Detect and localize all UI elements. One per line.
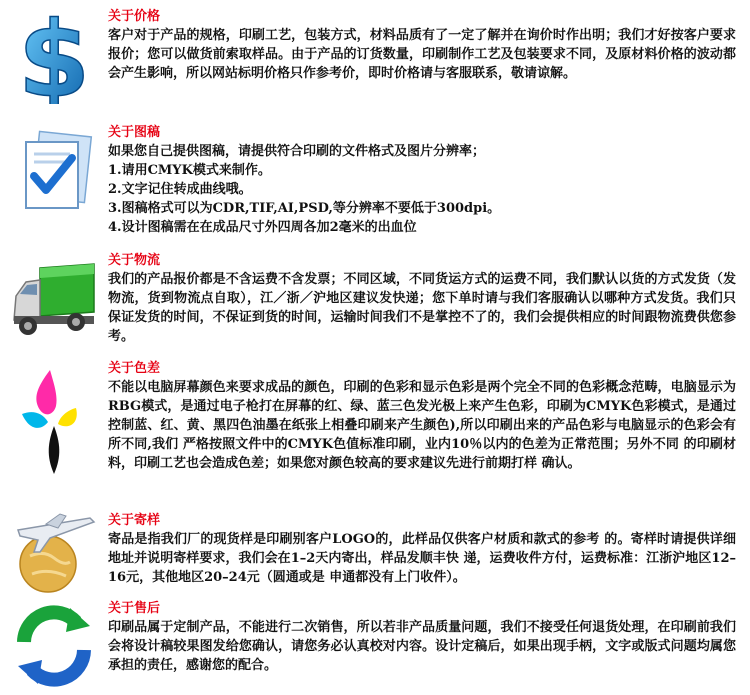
dollar-sign-icon bbox=[10, 12, 98, 104]
artwork-line: 如果您自己提供图稿，请提供符合印刷的文件格式及图片分辨率； bbox=[108, 144, 486, 159]
artwork-line: 2.文字记住转成曲线哦。 bbox=[108, 182, 252, 197]
artwork-line: 3.图稿格式可以为CDR,TIF,AI,PSD,等分辨率不要低于300dpi。 bbox=[108, 201, 501, 216]
section-body: 客户对于产品的规格，印刷工艺，包装方式，材料品质有了一定了解并在询价时作出明；我们才好按客户要求报价；您可以做货前索取样品。由于产品的订货数量，印刷制作工艺及包装要求不同，及原材料价格的波动都会产生影响，所以网站标明价格只作参考价，即时价格请与客服联系，敬请谅解。 bbox=[108, 28, 736, 81]
section-title: 关于物流 bbox=[108, 253, 161, 268]
artwork-line: 1.请用CMYK模式来制作。 bbox=[108, 163, 271, 178]
section-title: 关于寄样 bbox=[108, 513, 161, 528]
section-body: 印刷品属于定制产品，不能进行二次销售，所以若非产品质量问题，我们不接受任何退货处理，在印刷前我们会将设计稿较果图发给您确认，请您务必认真校对内容。设计定稿后，如果出现手柄，文字或版式问题均属您承担的责任，感谢您的配合。 bbox=[108, 620, 736, 673]
svg-text:$: $ bbox=[17, 12, 91, 104]
section-body: 不能以电脑屏幕颜色来要求成品的颜色，印刷的色彩和显示色彩是两个完全不同的色彩概念范畴，电脑显示为RBG模式，是通过电子枪打在屏幕的红、绿、蓝三色发光极上来产生色彩，印刷为CMYK色彩模式，是通过控制蓝、红、黄、黑四色油墨在纸张上相叠印刷来产生颜色),所以印刷出来的产品色彩与电脑显示的色彩会有所不同,我们 严格按照文件中的CMYK色值标准印刷，业内10％以内的色差为正常范围；另外不同 的印刷材料，印刷工艺也会造成色差；如果您对颜色较高的要求建议先进行前期打样 确认。 bbox=[108, 380, 736, 471]
delivery-truck-icon bbox=[10, 260, 98, 346]
section-title: 关于图稿 bbox=[108, 125, 161, 140]
section-title: 关于色差 bbox=[108, 361, 161, 376]
section-title: 关于价格 bbox=[108, 9, 161, 24]
cmyk-ink-drops-icon bbox=[10, 364, 98, 482]
section-body: 我们的产品报价都是不含运费不含发票；不同区域，不同货运方式的运费不同，我们默认以货的方式发货（发物流，货到物流点自取），江／浙／沪地区建议发快递；您下单时请与我们客服确认以哪种方式发货。我们只保证发货的时间，不保证到货的时间，运输时间我们不是掌控不了的，我们会提供相应的时间跟物流费供您参考。 bbox=[108, 272, 736, 344]
section-title: 关于售后 bbox=[108, 601, 161, 616]
document-check-icon bbox=[10, 128, 98, 218]
refresh-arrows-icon bbox=[10, 602, 98, 690]
section-body bbox=[108, 142, 736, 237]
airplane-globe-icon bbox=[10, 512, 98, 596]
artwork-line: 4.设计图稿需在在成品尺寸外四周各加2毫米的出血位 bbox=[108, 220, 417, 235]
section-body: 寄品是指我们厂的现货样是印刷别客户LOGO的，此样品仅供客户材质和款式的参考 的。寄样时请提供详细地址并说明寄样要求，我们会在1–2天内寄出，样品发顺丰快 递，运费收件方付，运费标准：江浙沪地区12–16元，其他地区20–24元（圆通或是 申通都没有上门收件）。 bbox=[108, 532, 736, 585]
